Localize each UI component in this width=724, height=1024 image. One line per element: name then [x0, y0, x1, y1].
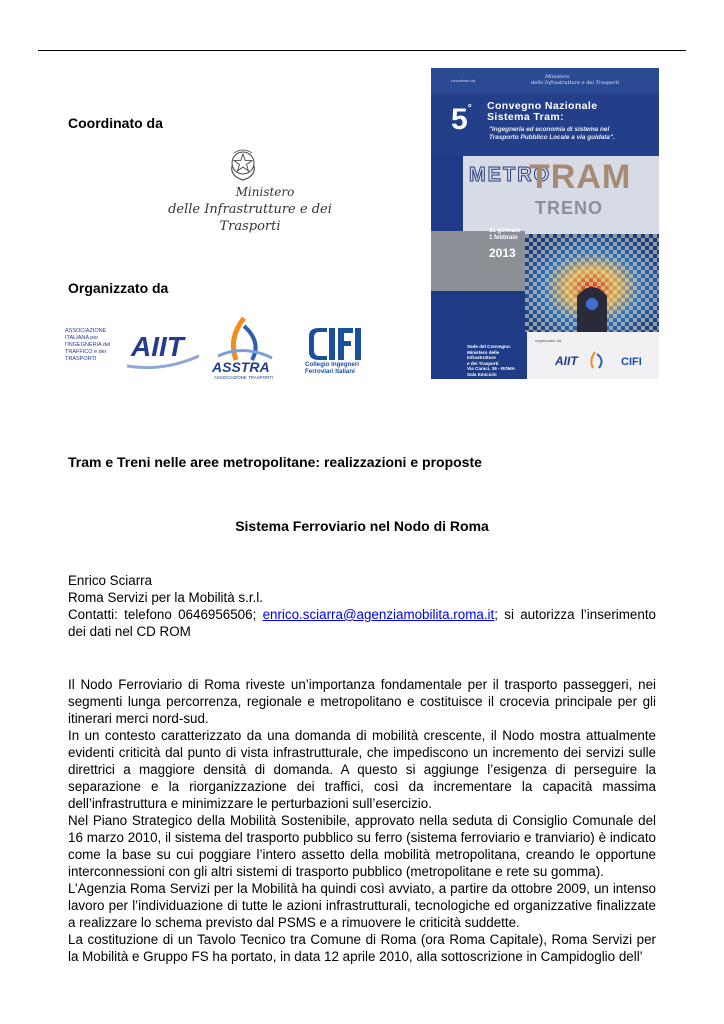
poster-sponsor-logos	[551, 348, 655, 374]
poster-word-tram: TRAM	[529, 158, 632, 196]
author-affiliation: Roma Servizi per la Mobilità s.r.l.	[68, 590, 263, 605]
aiit-full-name: ASSOCIAZIONE ITALIANA per l'INGEGNERIA del TRAFFICO e dei TRASPORTI	[65, 328, 111, 362]
paragraph: In un contesto caratterizzato da una domanda di mobilità crescente, il Nodo mostra attualmente evidenti criticità dal punto di vista infrastrutturale, che impediscono un incremento dei servizi sulle direttrici a maggiore densità di domanda. A questo si aggiunge l’esigenza di perseguire la separazione e la riorganizzazione dei traffici, così da incrementare la capacità massima dell’infrastruttura e minimizzare le perturbazioni sull’esercizio.	[68, 728, 656, 811]
paragraph: L’Agenzia Roma Servizi per la Mobilità ha quindi così avviato, a partire da ottobre 2009, un intenso lavoro per l’individuazione di tutte le azioni infrastrutturali, tecnologiche ed organizzative finalizzate a realizzare lo schema previsto dal PSMS e a rimuovere le criticità suddette.	[68, 881, 656, 930]
poster-edition: 5°	[451, 103, 472, 136]
italian-emblem-icon	[228, 148, 258, 182]
author-block	[68, 572, 656, 640]
organized-by-label: Organizzato da	[68, 280, 169, 296]
cifi-logo	[305, 326, 377, 378]
aiit-wordmark	[127, 326, 199, 372]
svg-text:CIFI: CIFI	[621, 356, 642, 368]
cifi-sub: Collegio Ingegneri Ferroviari Italiani	[305, 361, 359, 375]
coordinated-by-label: Coordinato da	[68, 115, 163, 131]
poster-coordinated: coordinato da	[451, 78, 476, 83]
cifi-name: CIFI	[305, 326, 307, 327]
svg-text:AIIT: AIIT	[555, 354, 578, 368]
poster-tunnel-photo	[525, 234, 659, 332]
poster-dates: 31 gennaio 1 febbraio	[489, 228, 521, 241]
poster-ministry: Ministero delle Infrastrutture e dei Trasporti	[531, 74, 620, 86]
author-contacts: Contatti: telefono 0646956506; enrico.sciarra@agenziamobilita.roma.it; si autorizza l’inserimento dei dati nel CD ROM	[68, 607, 656, 639]
poster-title: Convegno Nazionale Sistema Tram:	[487, 100, 598, 123]
conference-poster	[431, 68, 659, 379]
aiit-logo	[65, 326, 200, 374]
body-text	[68, 676, 656, 965]
paper-title: Sistema Ferroviario nel Nodo di Roma	[235, 518, 489, 534]
ministry-logo	[150, 148, 350, 234]
paragraph: Nel Piano Strategico della Mobilità Sostenibile, approvato nella seduta di Consiglio Comunale del 16 marzo 2010, il sistema del trasporto pubblico su ferro (sistema ferroviario e tranviario) è indicato come la base su cui poggiare l’intero assetto della mobilità metropolitana, creando le opportune interconnessioni con gli altri sistemi di trasporto pubblico (metropolitane e rete su gomma).	[68, 813, 656, 879]
top-rule	[38, 50, 686, 51]
author-email-link[interactable]: enrico.sciarra@agenziamobilita.roma.it	[262, 607, 495, 622]
poster-subtitle: "Ingegneria ed economia di sistema nel Trasporto Pubblico Locale a via guidata".	[489, 126, 615, 141]
poster-word-treno: TRENO	[535, 198, 603, 218]
author-name: Enrico Sciarra	[68, 573, 153, 588]
poster-venue: Sede del Convegno: Ministero delle Infrastrutture e dei Trasporti Via Caraci, 36 - ROMA Sala Emiciclo	[467, 344, 515, 377]
poster-header	[431, 68, 659, 94]
asstra-logo	[206, 316, 282, 380]
ministry-name: Ministero delle Infrastrutture e dei Trasporti	[168, 185, 332, 234]
poster-word-metro: METRO	[469, 164, 552, 186]
cifi-symbol	[305, 326, 377, 378]
asstra-sub: ASSOCIAZIONE TRASPORTI	[214, 375, 274, 380]
poster-year: 2013	[489, 246, 516, 260]
section-title: Tram e Treni nelle aree metropolitane: realizzazioni e proposte	[68, 454, 482, 470]
asstra-symbol	[206, 316, 282, 380]
poster-organized: organizzato da	[535, 338, 562, 343]
paragraph: La costituzione di un Tavolo Tecnico tra Comune di Roma (ora Roma Capitale), Roma Servizi per la Mobilità e Gruppo FS ha portato, in data 12 aprile 2010, alla sottoscrizione in Campidoglio dell’	[68, 932, 656, 964]
paragraph: Il Nodo Ferroviario di Roma riveste un’importanza fondamentale per il trasporto passeggeri, nei segmenti lunga percorrenza, regionale e metropolitano e costituisce il crocevia principale per gli itinerari merci nord-sud.	[68, 677, 656, 726]
asstra-name: ASSTRA	[212, 359, 270, 375]
aiit-name: AIIT	[131, 331, 184, 362]
